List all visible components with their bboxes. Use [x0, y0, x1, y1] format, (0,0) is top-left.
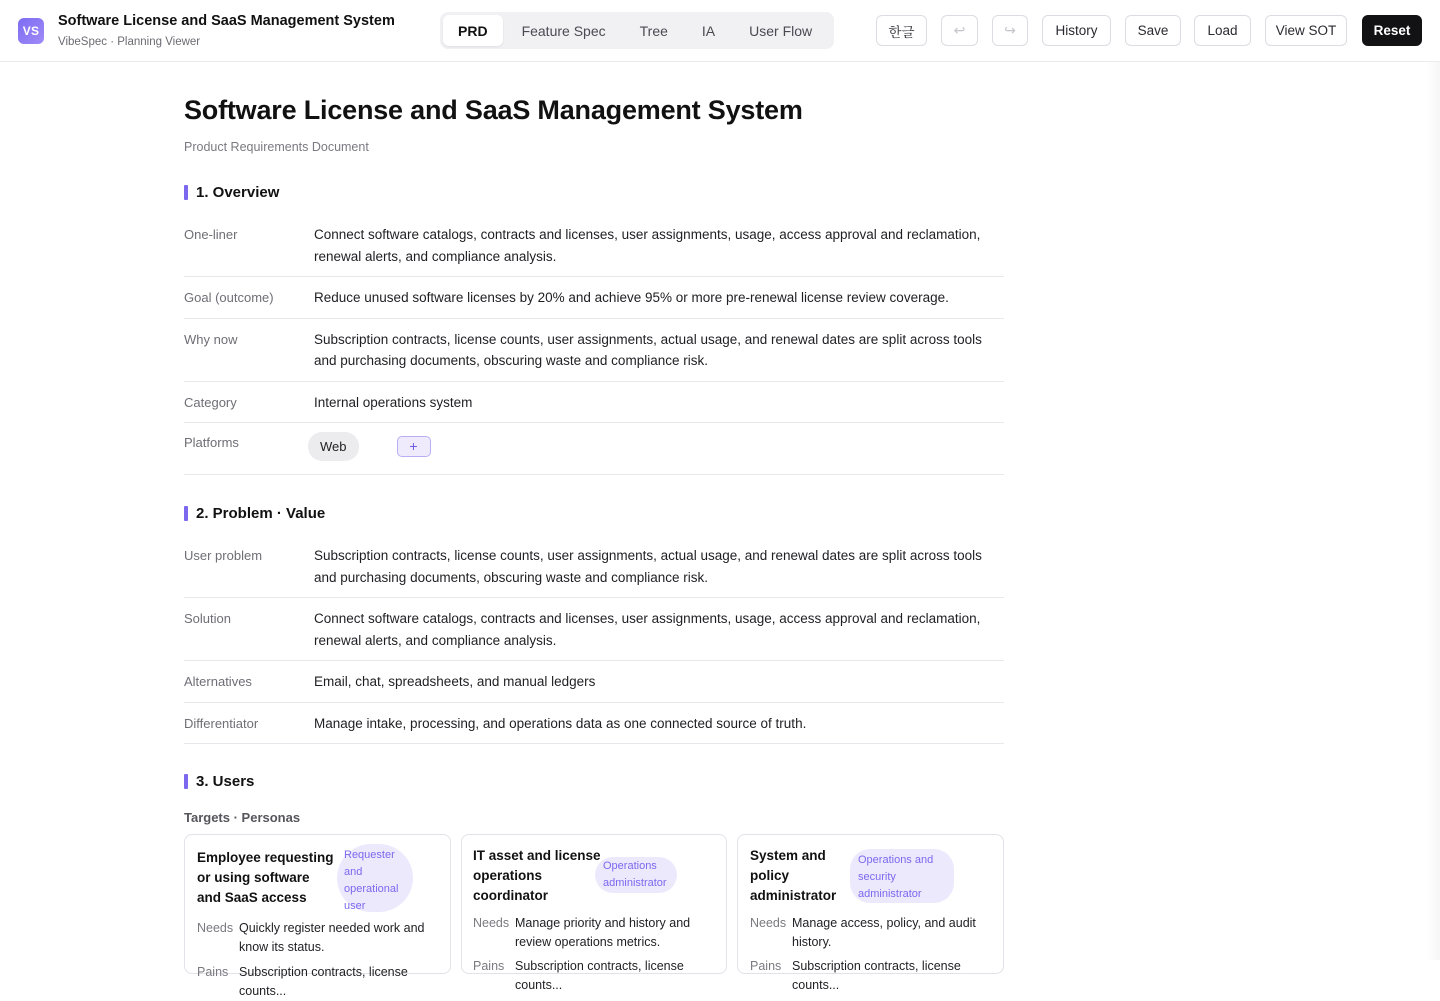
persona-title: IT asset and license operations coordinator — [473, 848, 601, 903]
language-toggle-button[interactable]: 한글 — [876, 15, 927, 46]
pains-value: Subscription contracts, license counts... — [515, 959, 684, 992]
page-title: Software License and SaaS Management System — [184, 95, 803, 125]
section-title: 2. Problem · Value — [196, 505, 326, 522]
row-label: Category — [184, 394, 237, 410]
pains-value: Subscription contracts, license counts... — [792, 959, 961, 992]
persona-cards — [184, 834, 1004, 998]
problem-table — [184, 535, 1004, 744]
needs-label: Needs — [197, 921, 234, 935]
tab-user-flow[interactable]: User Flow — [749, 22, 813, 39]
problem-row-alternatives — [184, 661, 1004, 703]
scroll-edge-shadow — [1426, 62, 1440, 960]
persona-title: Employee requesting or using software and SaaS access — [197, 850, 334, 905]
persona-pains — [473, 957, 726, 995]
reset-button[interactable]: Reset — [1362, 15, 1422, 46]
row-value[interactable]: Reduce unused software licenses by 20% and achieve 95% or more pre-renewal license review coverage. — [314, 290, 949, 305]
row-value[interactable]: Connect software catalogs, contracts and licenses, user assignments, usage, access approval and reclamation, renewal alerts, and compliance analysis. — [314, 611, 981, 648]
persona-needs — [750, 914, 982, 952]
pains-label: Pains — [750, 959, 782, 973]
problem-row-differentiator — [184, 703, 1004, 745]
needs-value: Quickly register needed work and know its status. — [239, 921, 425, 954]
row-label: Alternatives — [184, 674, 252, 689]
persona-pains — [197, 963, 450, 1001]
section-accent-bar — [184, 506, 188, 521]
persona-role-badge: Operations and security administrator — [850, 849, 954, 903]
persona-card[interactable] — [737, 834, 1004, 992]
row-value[interactable]: Subscription contracts, license counts, user assignments, actual usage, and renewal dates are split across tools and purchasing documents, obscuring waste and compliance risk. — [314, 548, 982, 585]
tab-tree[interactable]: Tree — [639, 22, 668, 39]
redo-icon: ↪ — [1004, 22, 1016, 38]
section-title: 3. Users — [196, 773, 255, 790]
persona-card[interactable] — [461, 834, 727, 992]
undo-icon: ↩ — [953, 22, 966, 38]
persona-title: System and policy administrator — [750, 848, 837, 903]
section-title: 1. Overview — [196, 184, 280, 201]
overview-table — [184, 214, 1004, 475]
persona-role-badge: Requester and operational user — [337, 844, 413, 912]
persona-pains — [750, 957, 1003, 995]
row-value[interactable]: Manage intake, processing, and operations data as one connected source of truth. — [314, 715, 807, 731]
history-button[interactable]: History — [1042, 15, 1111, 46]
section-accent-bar — [184, 774, 188, 789]
app-title: Software License and SaaS Management System — [58, 13, 395, 29]
persona-needs — [473, 914, 705, 952]
needs-value: Manage priority and history and review operations metrics. — [515, 916, 691, 949]
needs-label: Needs — [750, 916, 787, 930]
tab-ia[interactable]: IA — [701, 22, 716, 39]
section-accent-bar — [184, 185, 188, 200]
overview-row-platforms — [184, 423, 1004, 475]
personas-subheading: Targets · Personas — [184, 810, 301, 825]
section-problem-heading — [184, 505, 1004, 522]
needs-label: Needs — [473, 916, 510, 930]
page-subtitle: Product Requirements Document — [184, 140, 369, 154]
problem-row-solution — [184, 598, 1004, 661]
persona-needs — [197, 919, 434, 957]
pains-label: Pains — [473, 959, 505, 973]
add-platform-button[interactable]: + — [397, 436, 431, 457]
tab-prd[interactable]: PRD — [443, 15, 503, 46]
app-logo-icon: VS — [18, 18, 44, 44]
problem-row-user-problem — [184, 535, 1004, 598]
row-label: User problem — [184, 548, 263, 563]
overview-row-category — [184, 382, 1004, 424]
prd-document — [184, 63, 1004, 998]
persona-role-badge: Operations administrator — [595, 857, 677, 893]
row-value[interactable]: Subscription contracts, license counts, user assignments, actual usage, and renewal dates are split across tools and purchasing documents, obscuring waste and compliance risk. — [314, 331, 982, 368]
persona-card[interactable] — [184, 834, 451, 998]
row-value[interactable]: Connect software catalogs, contracts and licenses, user assignments, usage, access approval and reclamation, renewal alerts, and compliance analysis. — [314, 227, 981, 264]
overview-row-why-now — [184, 319, 1004, 382]
undo-button[interactable] — [941, 15, 978, 46]
row-label: Differentiator — [184, 715, 259, 731]
save-button[interactable]: Save — [1125, 15, 1181, 46]
row-label: One-liner — [184, 227, 238, 242]
row-label: Why now — [184, 331, 238, 347]
row-label: Platforms — [184, 435, 239, 450]
row-value[interactable]: Internal operations system — [314, 394, 473, 410]
redo-button[interactable] — [992, 15, 1028, 46]
view-tabs — [440, 12, 834, 49]
overview-row-goal — [184, 277, 1004, 319]
pains-value: Subscription contracts, license counts... — [239, 965, 408, 998]
platform-chip[interactable]: Web — [308, 432, 359, 461]
pains-label: Pains — [197, 965, 229, 979]
section-overview-heading — [184, 184, 1004, 201]
overview-row-one-liner — [184, 214, 1004, 277]
row-label: Solution — [184, 611, 231, 626]
tab-feature-spec[interactable]: Feature Spec — [521, 22, 606, 39]
app-subtitle: VibeSpec · Planning Viewer — [58, 36, 201, 48]
platform-chips — [308, 432, 1004, 461]
view-sot-button[interactable]: View SOT — [1265, 15, 1347, 46]
row-value[interactable]: Email, chat, spreadsheets, and manual ledgers — [314, 674, 596, 689]
section-users-heading — [184, 773, 1004, 790]
top-header — [0, 0, 1440, 62]
load-button[interactable]: Load — [1194, 15, 1251, 46]
row-label: Goal (outcome) — [184, 290, 274, 305]
needs-value: Manage access, policy, and audit history. — [792, 916, 976, 949]
